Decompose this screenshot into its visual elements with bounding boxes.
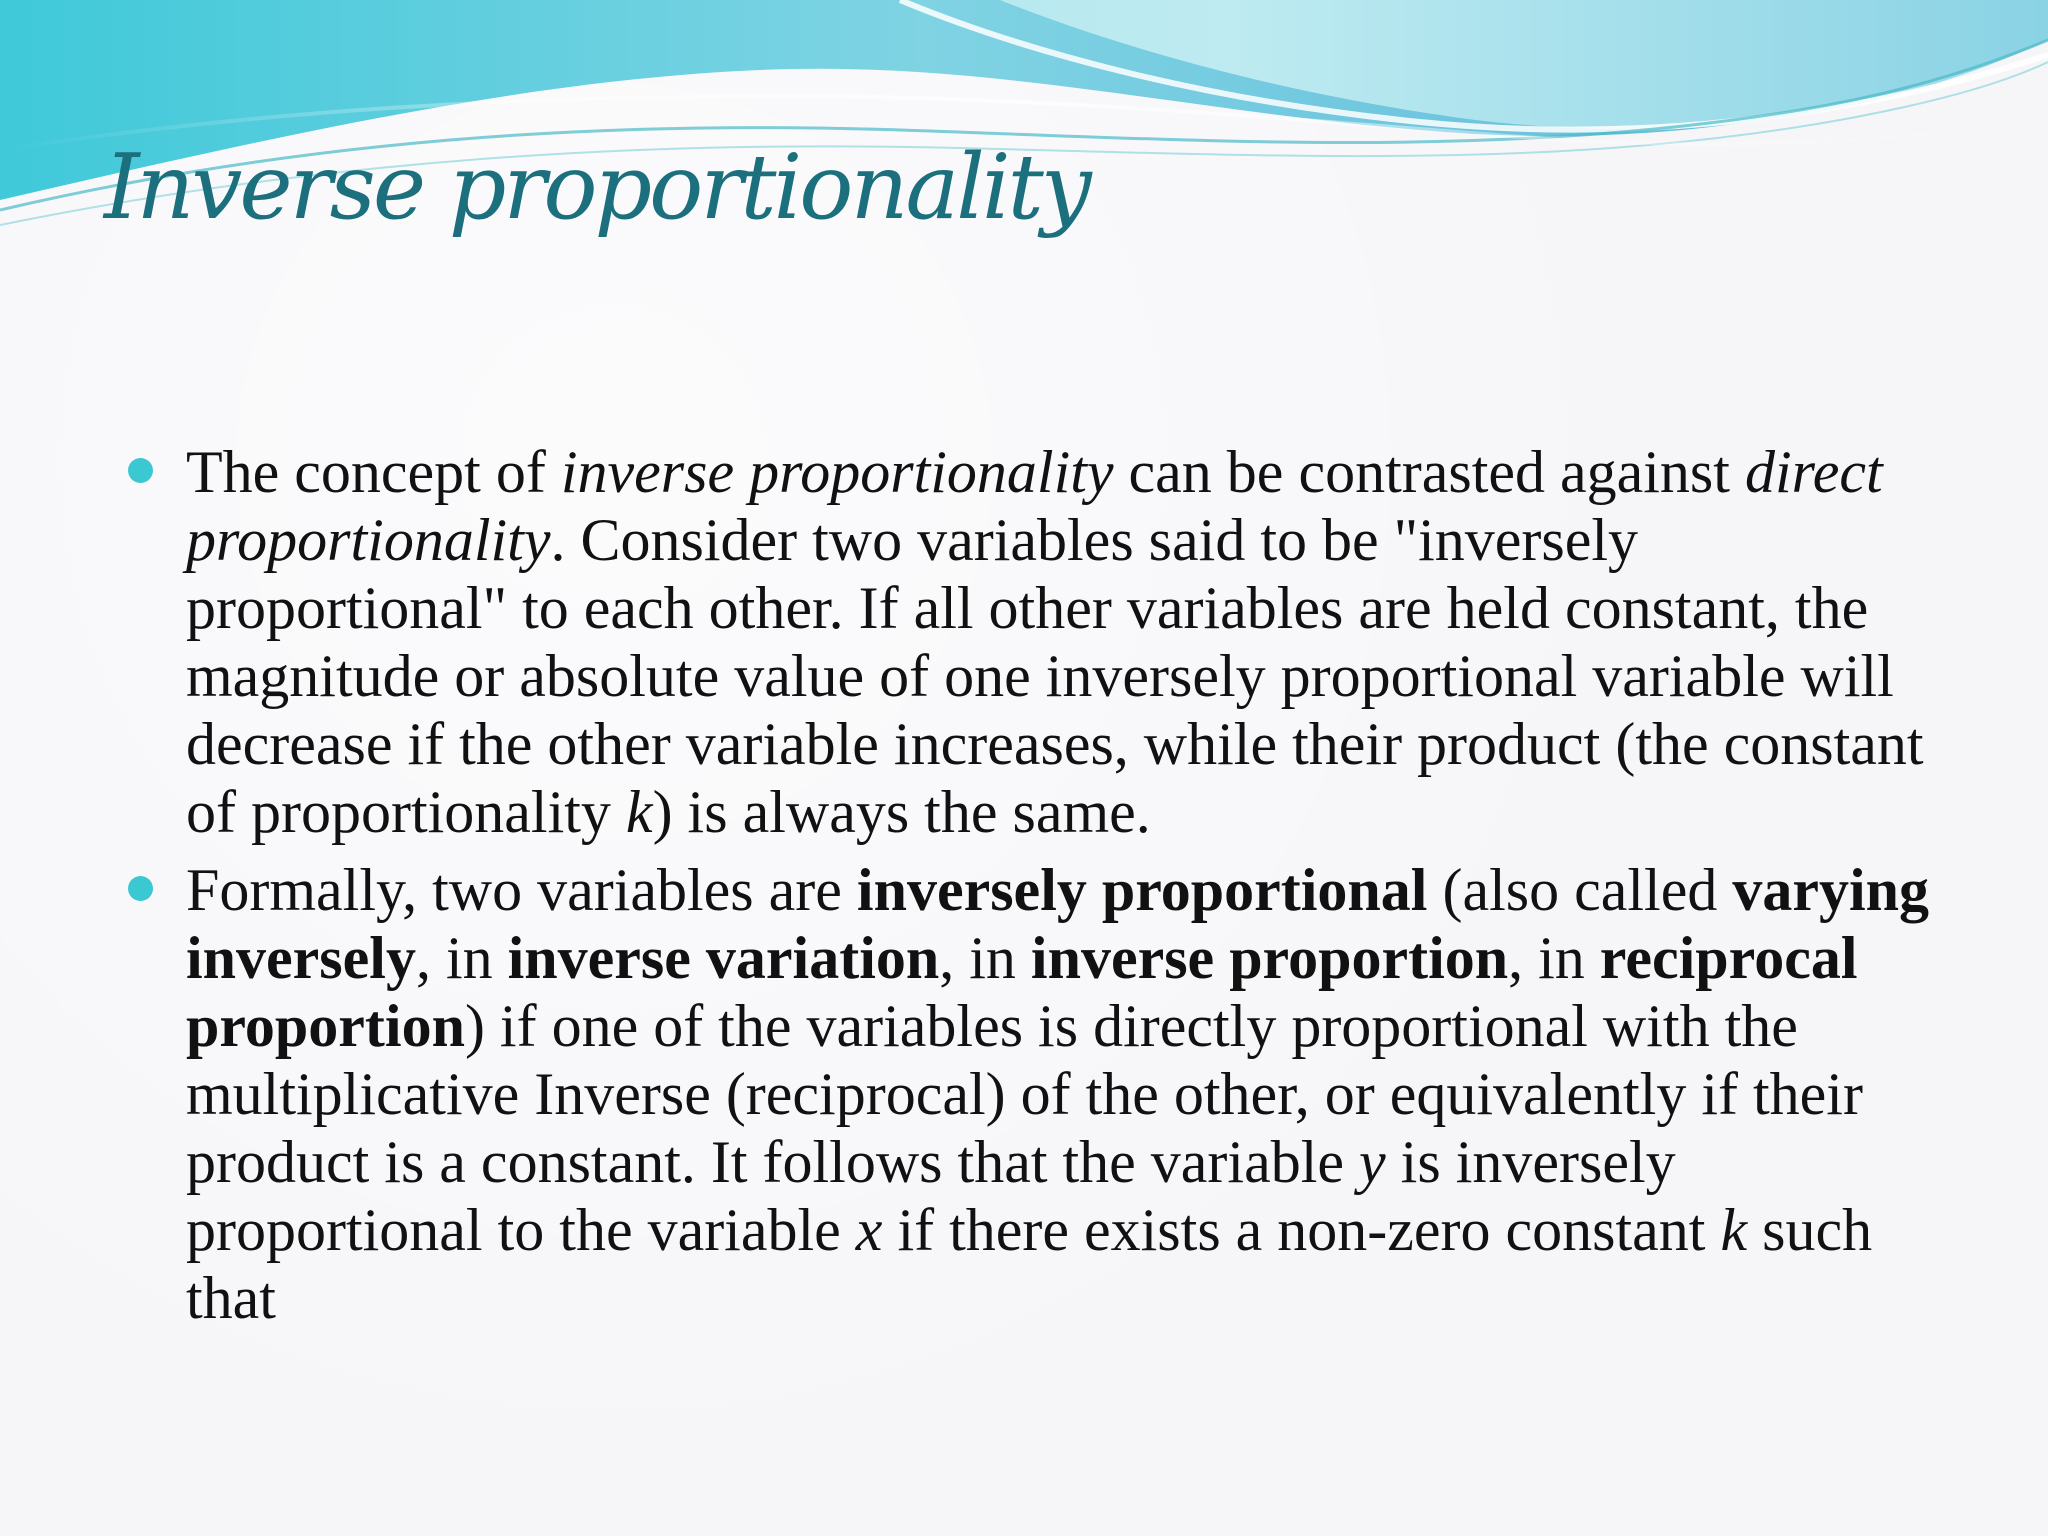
text-segment: , in — [939, 925, 1031, 991]
text-segment: , in — [1508, 925, 1600, 991]
bullet-list — [128, 438, 1958, 1342]
bullet-text — [186, 439, 1924, 845]
bullet-icon — [128, 876, 153, 901]
text-segment: (also called — [1427, 857, 1733, 923]
bullet-text — [186, 857, 1929, 1331]
text-segment-bold: reciprocal proportion — [186, 925, 1858, 1059]
text-segment: The concept of — [186, 439, 561, 505]
text-segment: . Consider two variables said to be "inversely proportional" to each other. If all other variables are held constant, the magnitude or absolute value of one inversely proportional variable will decrease if the other variable increases, while their product (the constant of proportionality — [186, 507, 1924, 845]
text-segment: such that — [186, 1197, 1873, 1331]
text-segment-italic: k — [1720, 1197, 1748, 1263]
text-segment: , in — [415, 925, 508, 991]
text-segment: Formally, two variables are — [186, 857, 857, 923]
text-segment-bold: inverse proportion — [1030, 925, 1509, 991]
text-segment-bold: varying inversely — [186, 857, 1930, 991]
bullet-icon — [128, 458, 153, 483]
text-segment: if there exists a non-zero constant — [882, 1197, 1721, 1263]
text-segment: is inversely proportional to the variable — [186, 1129, 1676, 1263]
text-segment-italic: inverse proportionality — [560, 439, 1114, 505]
text-segment: can be contrasted against — [1113, 439, 1745, 505]
text-segment-bold: inversely proportional — [856, 857, 1428, 923]
text-segment: ) if one of the variables is directly proportional with the multiplicative Inverse (reciprocal) of the other, or equivalently if their product is a constant. It follows that the variable — [186, 993, 1863, 1195]
text-segment-italic: x — [855, 1197, 883, 1263]
text-segment-bold: inverse variation — [507, 925, 940, 991]
text-segment-italic: y — [1359, 1129, 1386, 1195]
slide-title: Inverse proportionality — [104, 135, 1089, 240]
bullet-item-1 — [128, 438, 1958, 846]
text-segment: ) is always the same. — [652, 779, 1151, 845]
text-segment-italic: direct proportionality — [186, 439, 1883, 573]
bullet-item-2 — [128, 856, 1958, 1332]
text-segment-italic: k — [625, 779, 653, 845]
